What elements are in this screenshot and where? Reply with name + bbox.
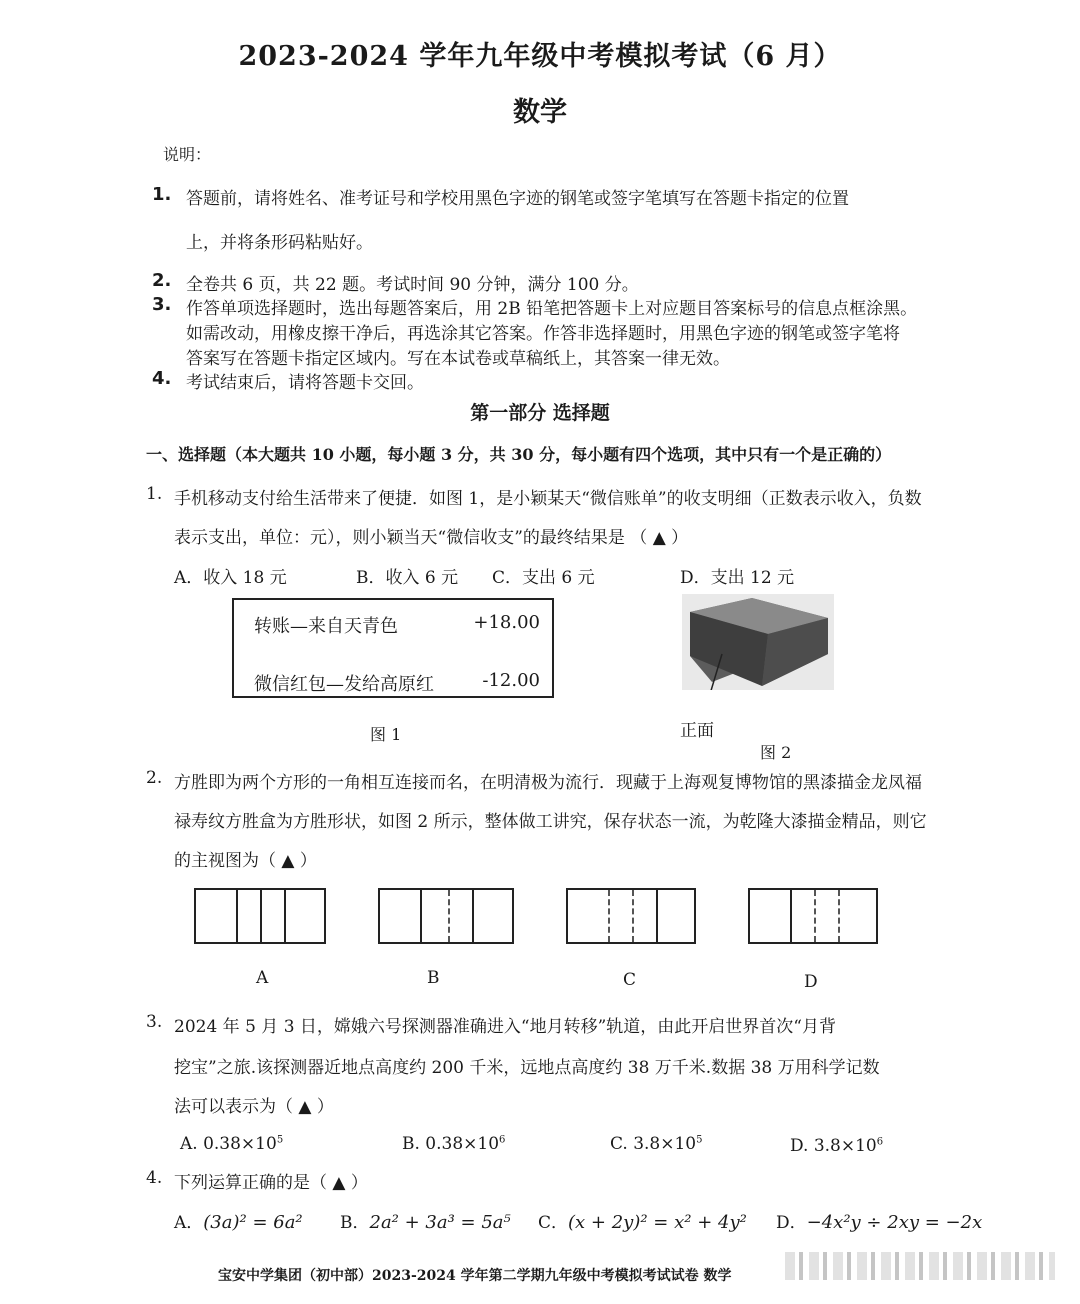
q2-option-c-label: C: [623, 970, 637, 990]
instruction-1-text-cont: 上，并将条形码粘贴好。: [186, 233, 373, 253]
q3-line-3: 法可以表示为（ ▲ ）: [174, 1097, 334, 1117]
q1-number: 1.: [146, 484, 163, 504]
redacted-area: [785, 1252, 1055, 1280]
q3-option-d: D. $3.8\times 10^6$: [790, 1136, 884, 1156]
section-title: 第一部分 选择题: [470, 402, 610, 424]
q4-option-a: A．(3a)² = 6a²: [174, 1212, 303, 1233]
bill-row-1-label: 转账—来自天青色: [254, 616, 398, 637]
q2-option-d-label: D: [804, 972, 818, 992]
instruction-3-text-cont2: 答案写在答题卡指定区域内。写在本试卷或草稿纸上，其答案一律无效。: [186, 349, 730, 369]
q4-line-1: 下列运算正确的是（ ▲ ）: [174, 1173, 368, 1193]
q1-option-c: C．支出 6 元: [492, 568, 595, 588]
instruction-4-text: 考试结束后，请将答题卡交回。: [186, 373, 424, 393]
section-heading: 一、选择题（本大题共 10 小题，每小题 3 分，共 30 分，每小题有四个选项，其中只有一个是正确的）: [146, 445, 892, 464]
exam-title: 2023-2024 学年九年级中考模拟考试（6 月）: [238, 41, 842, 72]
q3-line-1: 2024 年 5 月 3 日，嫦娥六号探测器准确进入“地月转移”轨道，由此开启世界首次“月背: [174, 1017, 836, 1037]
instruction-3-text: 作答单项选择题时，选出每题答案后，用 2B 铅笔把答题卡上对应题目答案标号的信息点框涂黑。: [186, 299, 918, 319]
q2-option-d-view: [748, 888, 878, 944]
q2-option-b-label: B: [427, 968, 440, 988]
instruction-3-text-cont: 如需改动，用橡皮擦干净后，再选涂其它答案。作答非选择题时，用黑色字迹的钢笔或签字笔将: [186, 324, 900, 344]
figure-1-bill: [232, 598, 554, 698]
q1-option-b: B．收入 6 元: [356, 568, 459, 588]
bill-row-2-value: -12.00: [482, 670, 540, 691]
instruction-2-number: 2.: [152, 270, 172, 291]
q2-line-1: 方胜即为两个方形的一角相互连接而名，在明清极为流行．现藏于上海观复博物馆的黑漆描金龙凤福: [174, 773, 922, 793]
instruction-4-number: 4.: [152, 368, 172, 389]
q2-option-a-label: A: [256, 968, 269, 988]
q4-option-b: B．2a² + 3a³ = 5a⁵: [340, 1212, 511, 1233]
instruction-2-text: 全卷共 6 页，共 22 题。考试时间 90 分钟，满分 100 分。: [186, 275, 639, 295]
instruction-3-number: 3.: [152, 294, 172, 315]
q2-number: 2.: [146, 768, 163, 788]
q4-option-c: C．(x + 2y)² = x² + 4y²: [538, 1212, 747, 1233]
q4-number: 4.: [146, 1168, 163, 1188]
figure-2-box-photo: [682, 594, 834, 690]
bill-row-1-value: +18.00: [473, 612, 540, 633]
q2-option-a-view: [194, 888, 326, 944]
instructions-label: 说明：: [163, 145, 212, 164]
q2-option-b-view: [378, 888, 514, 944]
bill-row-2-label: 微信红包—发给高原红: [254, 674, 434, 695]
q4-option-d: D．−4x²y ÷ 2xy = −2x: [776, 1212, 983, 1233]
figure-1-caption: 图 1: [370, 725, 402, 744]
q1-line-1: 手机移动支付给生活带来了便捷．如图 1，是小颖某天“微信账单”的收支明细（正数表示收入，负数: [174, 489, 922, 509]
q1-option-a: A．收入 18 元: [174, 568, 287, 588]
figure-2-front-label: 正面: [680, 721, 714, 741]
subject-title: 数学: [513, 97, 567, 128]
q3-option-c: C. $3.8\times 10^5$: [610, 1134, 703, 1154]
q2-line-3: 的主视图为（ ▲ ）: [174, 851, 317, 871]
q1-option-d: D．支出 12 元: [680, 568, 795, 588]
q3-option-b: B. $0.38\times 10^6$: [402, 1134, 506, 1154]
page-footer: 宝安中学集团（初中部）2023-2024 学年第二学期九年级中考模拟考试试卷 数学: [218, 1268, 732, 1284]
q3-number: 3.: [146, 1012, 163, 1032]
figure-2-caption: 图 2: [760, 743, 792, 762]
q3-line-2: 挖宝”之旅.该探测器近地点高度约 200 千米，远地点高度约 38 万千米.数据 38 万用科学记数: [174, 1058, 880, 1078]
q2-line-2: 禄寿纹方胜盒为方胜形状，如图 2 所示，整体做工讲究，保存状态一流，为乾隆大漆描金精品，则它: [174, 812, 927, 832]
instruction-1-number: 1.: [152, 184, 172, 205]
q3-option-a: A. $0.38\times 10^5$: [180, 1134, 284, 1154]
q2-option-c-view: [566, 888, 696, 944]
q1-line-2: 表示支出，单位：元），则小颖当天“微信收支”的最终结果是 （ ▲ ）: [174, 528, 689, 548]
instruction-1-text: 答题前，请将姓名、准考证号和学校用黑色字迹的钢笔或签字笔填写在答题卡指定的位置: [186, 189, 849, 209]
